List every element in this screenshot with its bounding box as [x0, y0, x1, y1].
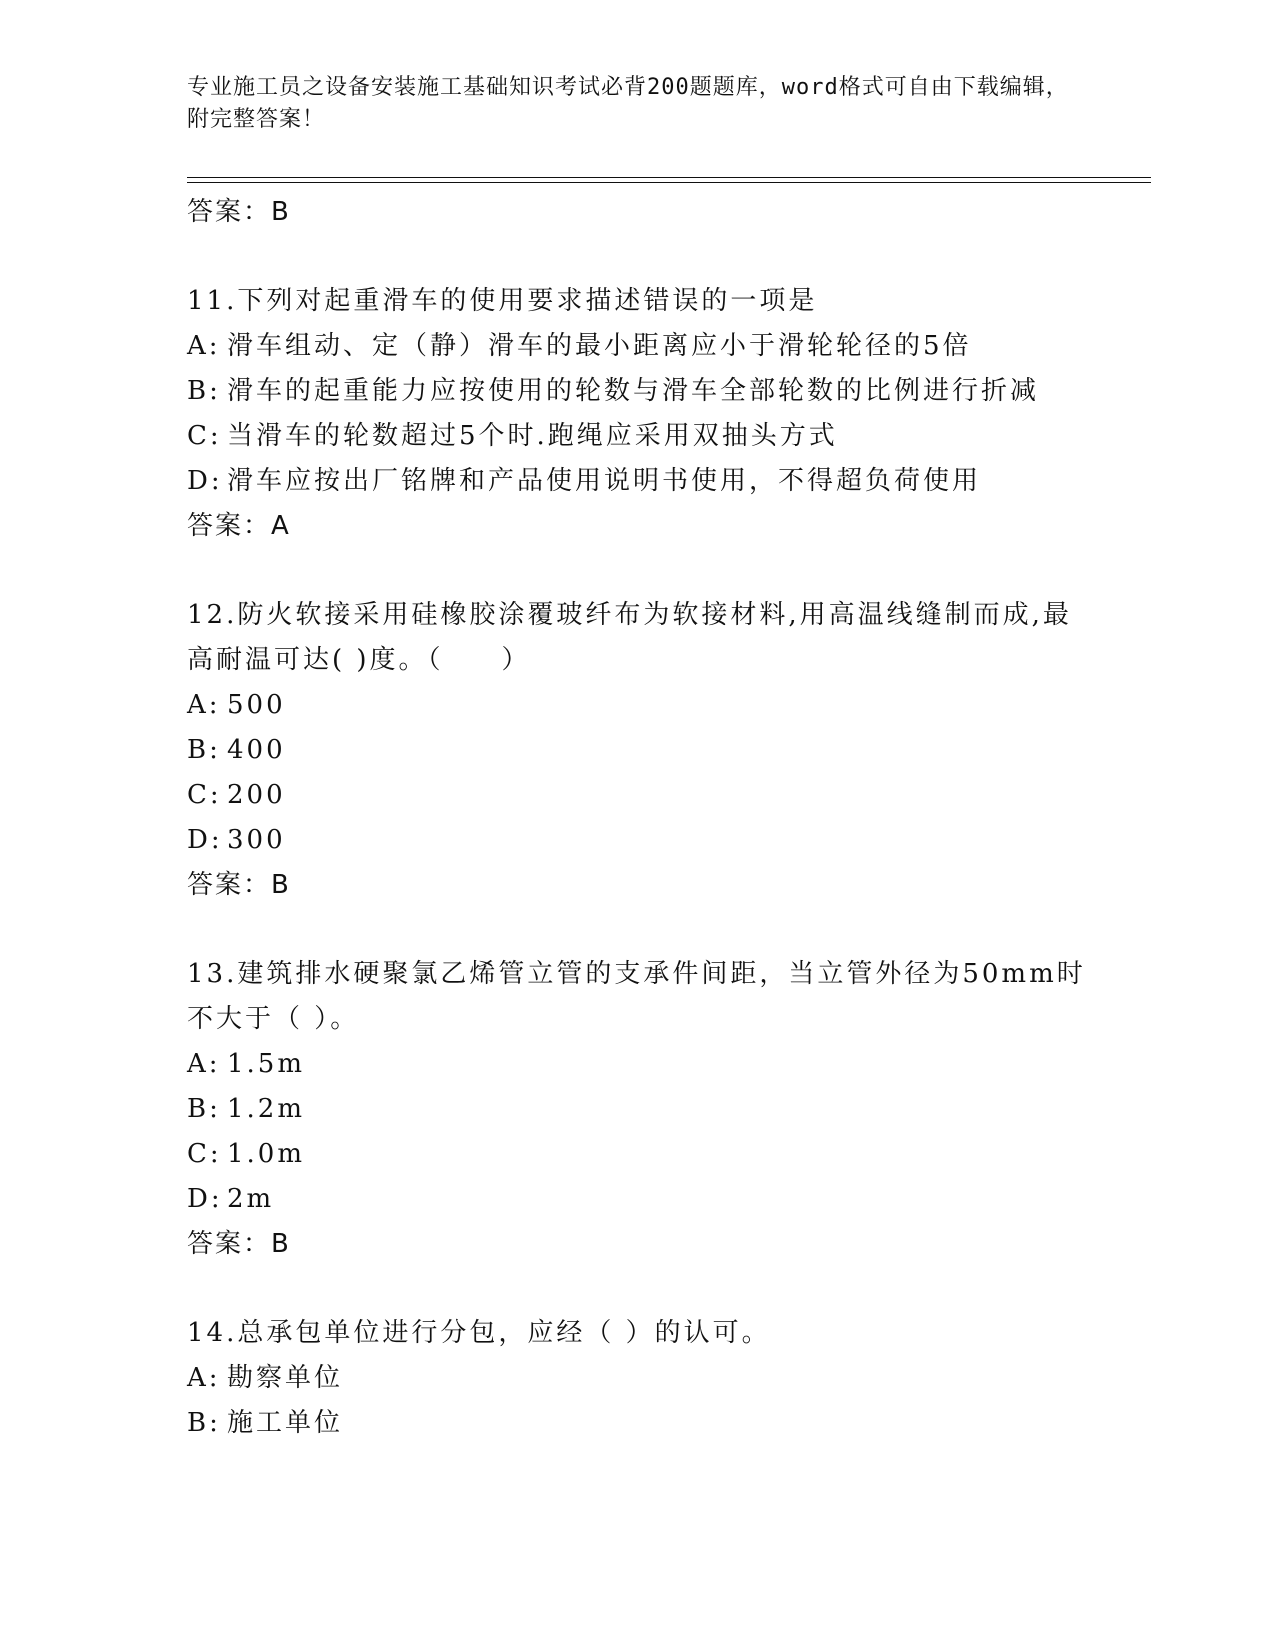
question-text: 13.建筑排水硬聚氯乙烯管立管的支承件间距，当立管外径为50mm时不大于（ ）。	[187, 959, 1086, 1034]
option-c: C: 200	[187, 780, 286, 810]
question-text: 14.总承包单位进行分包，应经（ ）的认可。	[187, 1318, 771, 1348]
option-d: D: 2m	[187, 1184, 275, 1214]
option-b: B: 1.2m	[187, 1094, 306, 1124]
header-rule-top	[187, 177, 1151, 178]
option-d: D: 滑车应按出厂铭牌和产品使用说明书使用，不得超负荷使用	[187, 466, 982, 496]
option-b: B: 400	[187, 735, 286, 765]
question-text: 11.下列对起重滑车的使用要求描述错误的一项是	[187, 286, 818, 316]
question-13	[187, 952, 1087, 1267]
option-d: D: 300	[187, 825, 286, 855]
option-b: B: 施工单位	[187, 1408, 344, 1438]
answer-line: 答案：B	[187, 197, 291, 227]
question-text: 12.防火软接采用硅橡胶涂覆玻纤布为软接材料,用高温线缝制而成,最高耐温可达( )度。（ ）	[187, 600, 1072, 675]
question-11	[187, 279, 1087, 549]
option-c: C: 当滑车的轮数超过5个时.跑绳应采用双抽头方式	[187, 421, 838, 451]
answer-line: 答案：B	[187, 870, 291, 900]
option-a: A: 500	[187, 690, 286, 720]
option-b: B: 滑车的起重能力应按使用的轮数与滑车全部轮数的比例进行折减	[187, 376, 1040, 406]
header-rule-bottom	[187, 182, 1151, 183]
question-14	[187, 1311, 1087, 1446]
option-c: C: 1.0m	[187, 1139, 306, 1169]
option-a: A: 勘察单位	[187, 1363, 344, 1393]
question-list	[187, 190, 1087, 1446]
question-12	[187, 593, 1087, 908]
option-a: A: 滑车组动、定（静）滑车的最小距离应小于滑轮轮径的5倍	[187, 331, 972, 361]
document-header: 专业施工员之设备安装施工基础知识考试必背200题题库，word格式可自由下载编辑，附完整答案！	[187, 75, 1069, 132]
answer-line: 答案：B	[187, 1229, 291, 1259]
option-a: A: 1.5m	[187, 1049, 306, 1079]
answer-line: 答案：A	[187, 511, 291, 541]
